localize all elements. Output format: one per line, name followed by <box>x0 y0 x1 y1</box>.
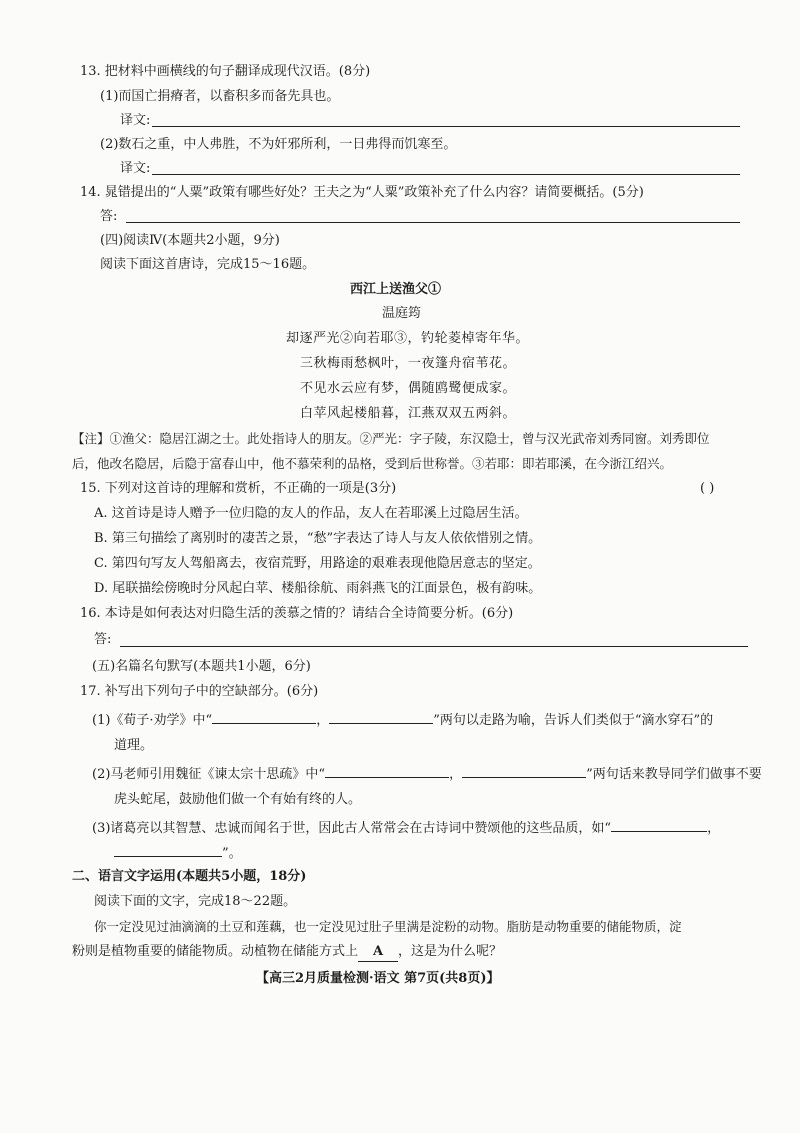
q17-item-3-text-c: ”。 <box>222 846 242 861</box>
poem-title: 西江上送渔父① <box>350 282 442 297</box>
q13-stem: 13. 把材料中画横线的句子翻译成现代汉语。(8分) <box>80 64 371 79</box>
part2-text-b: ，这是为什么呢？ <box>398 944 503 959</box>
poem-note-line-2: 后，他改名隐居，后隐于富春山中，他不慕荣利的品格，受到后世称誉。③若耶：即若耶溪，在今浙江绍兴。 <box>72 456 673 471</box>
q13-translation-label-2: 译文: <box>120 161 151 176</box>
section4-title: (四)阅读Ⅳ(本题共2小题，9分) <box>100 233 280 248</box>
q17-item-1-blank-2[interactable] <box>329 710 433 724</box>
poem-line-4: 白苹风起楼船暮，江燕双双五两斜。 <box>300 406 517 421</box>
poem-line-1: 却逐严光②向若耶③，钓轮菱棹寄年华。 <box>286 331 530 346</box>
q13-answer-line-2[interactable] <box>152 174 740 175</box>
q17-item-2-text-c: ”两句话来教导同学们做事不要 <box>586 767 762 782</box>
q17-item-2-text-a: (2)马老师引用魏征《谏太宗十思疏》中“ <box>92 767 326 782</box>
q17-item-2-blank-1[interactable] <box>325 764 449 778</box>
q14-stem: 14. 晁错提出的“人粟”政策有哪些好处？王夫之为“人粟”政策补充了什么内容？请简要概括。(5分) <box>80 185 644 200</box>
q17-item-3-text-a: (3)诸葛亮以其智慧、忠诚而闻名于世，因此古人常常会在古诗词中赞颂他的这些品质，如“ <box>92 821 612 836</box>
poem-line-3: 不见水云应有梦，偶随鸥鹭便成家。 <box>300 381 517 396</box>
q17-item-2-text-b: ， <box>449 767 463 782</box>
q13-sentence-2: (2)数石之重，中人弗胜，不为奸邪所利，一日弗得而饥寒至。 <box>100 137 457 152</box>
q17-item-3-cont <box>114 843 242 863</box>
q15-option-b: B. 第三句描绘了离别时的凄苦之景，“愁”字表达了诗人与友人依依惜别之情。 <box>94 531 542 546</box>
q15-answer-paren[interactable]: ( ) <box>700 481 715 496</box>
q15-stem: 15. 下列对这首诗的理解和赏析，不正确的一项是(3分) <box>80 481 397 496</box>
q13-answer-line-1[interactable] <box>152 126 740 127</box>
section4-intro: 阅读下面这首唐诗，完成15～16题。 <box>100 257 316 272</box>
part2-blank-a[interactable]: A <box>358 943 398 962</box>
q14-answer-label: 答: <box>100 209 118 224</box>
q17-item-2-blank-2[interactable] <box>462 764 586 778</box>
q16-answer-line[interactable] <box>120 646 748 647</box>
poem-line-2: 三秋梅雨愁枫叶，一夜篷舟宿苇花。 <box>300 356 517 371</box>
q15-option-d: D. 尾联描绘傍晚时分风起白苹、楼船徐航、雨斜燕飞的江面景色，极有韵味。 <box>94 581 542 596</box>
q15-option-c: C. 第四句写友人驾船离去，夜宿荒野，用路途的艰难表现他隐居意志的坚定。 <box>94 556 541 571</box>
q17-item-3 <box>92 818 720 838</box>
part2-text-a: 粉则是植物重要的储能物质。动植物在储能方式上 <box>72 944 359 959</box>
part2-paragraph-line-2 <box>72 943 502 962</box>
q17-item-1 <box>92 710 713 730</box>
page-footer: 【高三2月质量检测·语文 第7页(共8页)】 <box>256 971 500 986</box>
q17-item-2 <box>92 764 762 784</box>
part2-intro: 阅读下面的文字，完成18～22题。 <box>94 894 297 909</box>
q17-item-2-cont: 虎头蛇尾，鼓励他们做一个有始有终的人。 <box>114 792 362 807</box>
q17-item-1-cont: 道理。 <box>114 738 154 753</box>
q17-item-1-blank-1[interactable] <box>212 710 316 724</box>
q16-answer-label: 答: <box>94 632 112 647</box>
section5-title: (五)名篇名句默写(本题共1小题，6分) <box>92 659 311 674</box>
q17-item-3-blank-2[interactable] <box>114 843 222 857</box>
q17-item-1-text-c: ”两句以走路为喻，告诉人们类似于“滴水穿石”的 <box>433 713 714 728</box>
poem-note-line-1: 【注】①渔父：隐居江湖之士。此处指诗人的朋友。②严光：字子陵，东汉隐士，曾与汉光武帝刘秀同窗。刘秀即位 <box>72 431 710 446</box>
q17-item-3-text-b: ， <box>707 821 721 836</box>
q15-option-a: A. 这首诗是诗人赠予一位归隐的友人的作品，友人在若耶溪上过隐居生活。 <box>94 506 528 521</box>
part2-paragraph-line-1: 你一定没见过油滴滴的土豆和莲藕，也一定没见过肚子里满是淀粉的动物。脂肪是动物重要的储能物质，淀 <box>94 919 682 934</box>
poem-author: 温庭筠 <box>382 306 422 321</box>
part2-title: 二、语言文字运用(本题共5小题，18分) <box>72 869 307 884</box>
q14-answer-line[interactable] <box>126 222 740 223</box>
q17-item-3-blank-1[interactable] <box>611 818 707 832</box>
q17-item-1-text-a: (1)《荀子·劝学》中“ <box>92 713 213 728</box>
q13-sentence-1: (1)而国亡捐瘠者，以畜积多而备先具也。 <box>100 89 340 104</box>
q16-stem: 16. 本诗是如何表达对归隐生活的羡慕之情的？请结合全诗简要分析。(6分) <box>80 606 514 621</box>
q17-stem: 17. 补写出下列句子中的空缺部分。(6分) <box>80 684 319 699</box>
q17-item-1-text-b: ， <box>316 713 330 728</box>
q13-translation-label-1: 译文: <box>120 113 151 128</box>
